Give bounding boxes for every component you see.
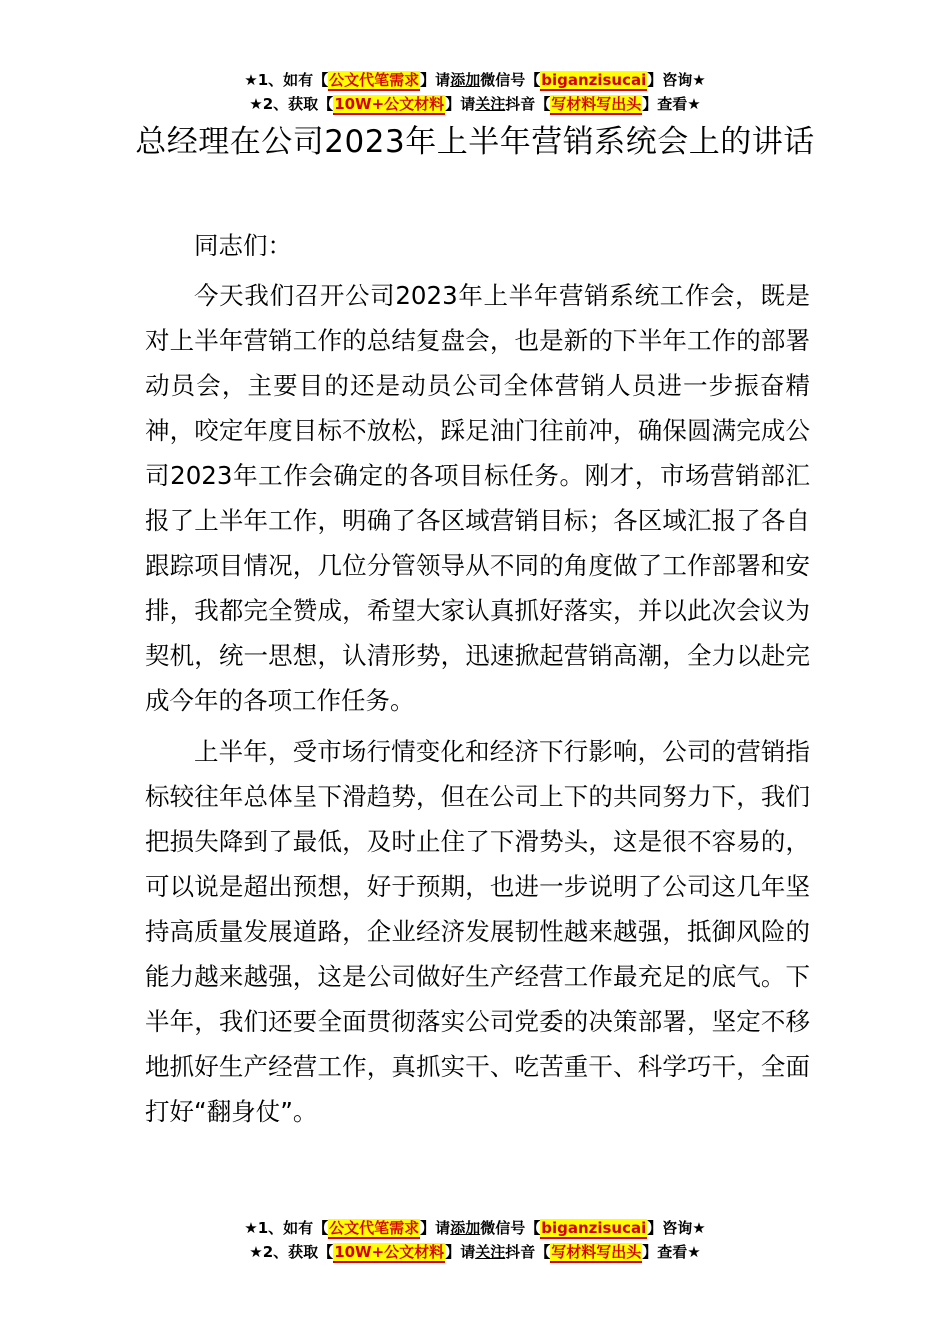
- promo-highlight-douyin-account: 写材料写出头: [551, 95, 642, 113]
- paragraph-1: 今天我们召开公司2023年上半年营销系统工作会，既是对上半年营销工作的总结复盘会，也是新的下半年工作的部署动员会，主要目的还是动员公司全体营销人员进一步振奋精神，咬定年度目标不放松，踩足油门往前冲，确保圆满完成公司2023年工作会确定的各项目标任务。刚才，市场营销部汇报了上半年工作，明确了各区域营销目标；各区域汇报了各自跟踪项目情况，几位分管领导从不同的角度做了工作部署和安排，我都完全赞成，希望大家认真抓好落实，并以此次会议为契机，统一思想，认清形势，迅速掀起营销高潮，全力以赴完成今年的各项工作任务。: [145, 281, 810, 715]
- promo-line2-mid2: 抖音【: [505, 1243, 551, 1261]
- promo-highlight-wechat-id: biganzisucai: [541, 71, 647, 89]
- promo-line1-mid: 】请: [420, 1219, 451, 1237]
- promo-line1-prefix: ★1、如有【: [244, 1219, 329, 1237]
- promo-line2-prefix: ★2、获取【: [249, 95, 334, 113]
- promo-line-1: [0, 1216, 950, 1240]
- document-title: 总经理在公司2023年上半年营销系统会上的讲话: [135, 124, 815, 160]
- promo-line-1: [0, 68, 950, 92]
- promo-banner-bottom: [0, 1216, 950, 1264]
- promo-highlight-douyin-account: 写材料写出头: [551, 1243, 642, 1261]
- promo-highlight-service: 公文代笔需求: [329, 71, 420, 89]
- promo-line1-mid2: 微信号【: [480, 71, 541, 89]
- promo-line2-prefix: ★2、获取【: [249, 1243, 334, 1261]
- promo-line1-emphasis: 添加: [450, 1219, 481, 1237]
- promo-line2-suffix: 】查看★: [642, 1243, 701, 1261]
- paragraph-2: 上半年，受市场行情变化和经济下行影响，公司的营销指标较往年总体呈下滑趋势，但在公司上下的共同努力下，我们把损失降到了最低，及时止住了下滑势头，这是很不容易的，可以说是超出预想，好于预期，也进一步说明了公司这几年坚持高质量发展道路，企业经济发展韧性越来越强，抵御风险的能力越来越强，这是公司做好生产经营工作最充足的底气。下半年，我们还要全面贯彻落实公司党委的决策部署，坚定不移地抓好生产经营工作，真抓实干、吃苦重干、科学巧干，全面打好“翻身仗”。: [145, 737, 810, 1126]
- document-body: [145, 223, 810, 1138]
- promo-line1-prefix: ★1、如有【: [244, 71, 329, 89]
- promo-line2-emphasis: 关注: [475, 95, 506, 113]
- promo-highlight-materials: 10W+公文材料: [334, 1243, 445, 1261]
- promo-highlight-materials: 10W+公文材料: [334, 95, 445, 113]
- promo-line1-emphasis: 添加: [450, 71, 481, 89]
- promo-line1-mid2: 微信号【: [480, 1219, 541, 1237]
- promo-highlight-wechat-id: biganzisucai: [541, 1219, 647, 1237]
- promo-line-2: [0, 1240, 950, 1264]
- promo-line-2: [0, 92, 950, 116]
- promo-line1-suffix: 】咨询★: [647, 1219, 706, 1237]
- promo-line2-mid2: 抖音【: [505, 95, 551, 113]
- promo-line2-emphasis: 关注: [475, 1243, 506, 1261]
- promo-line2-mid: 】请: [445, 1243, 476, 1261]
- promo-highlight-service: 公文代笔需求: [329, 1219, 420, 1237]
- promo-line2-mid: 】请: [445, 95, 476, 113]
- promo-line2-suffix: 】查看★: [642, 95, 701, 113]
- promo-banner-top: [0, 68, 950, 116]
- promo-line1-mid: 】请: [420, 71, 451, 89]
- promo-line1-suffix: 】咨询★: [647, 71, 706, 89]
- salutation: 同志们：: [194, 231, 292, 260]
